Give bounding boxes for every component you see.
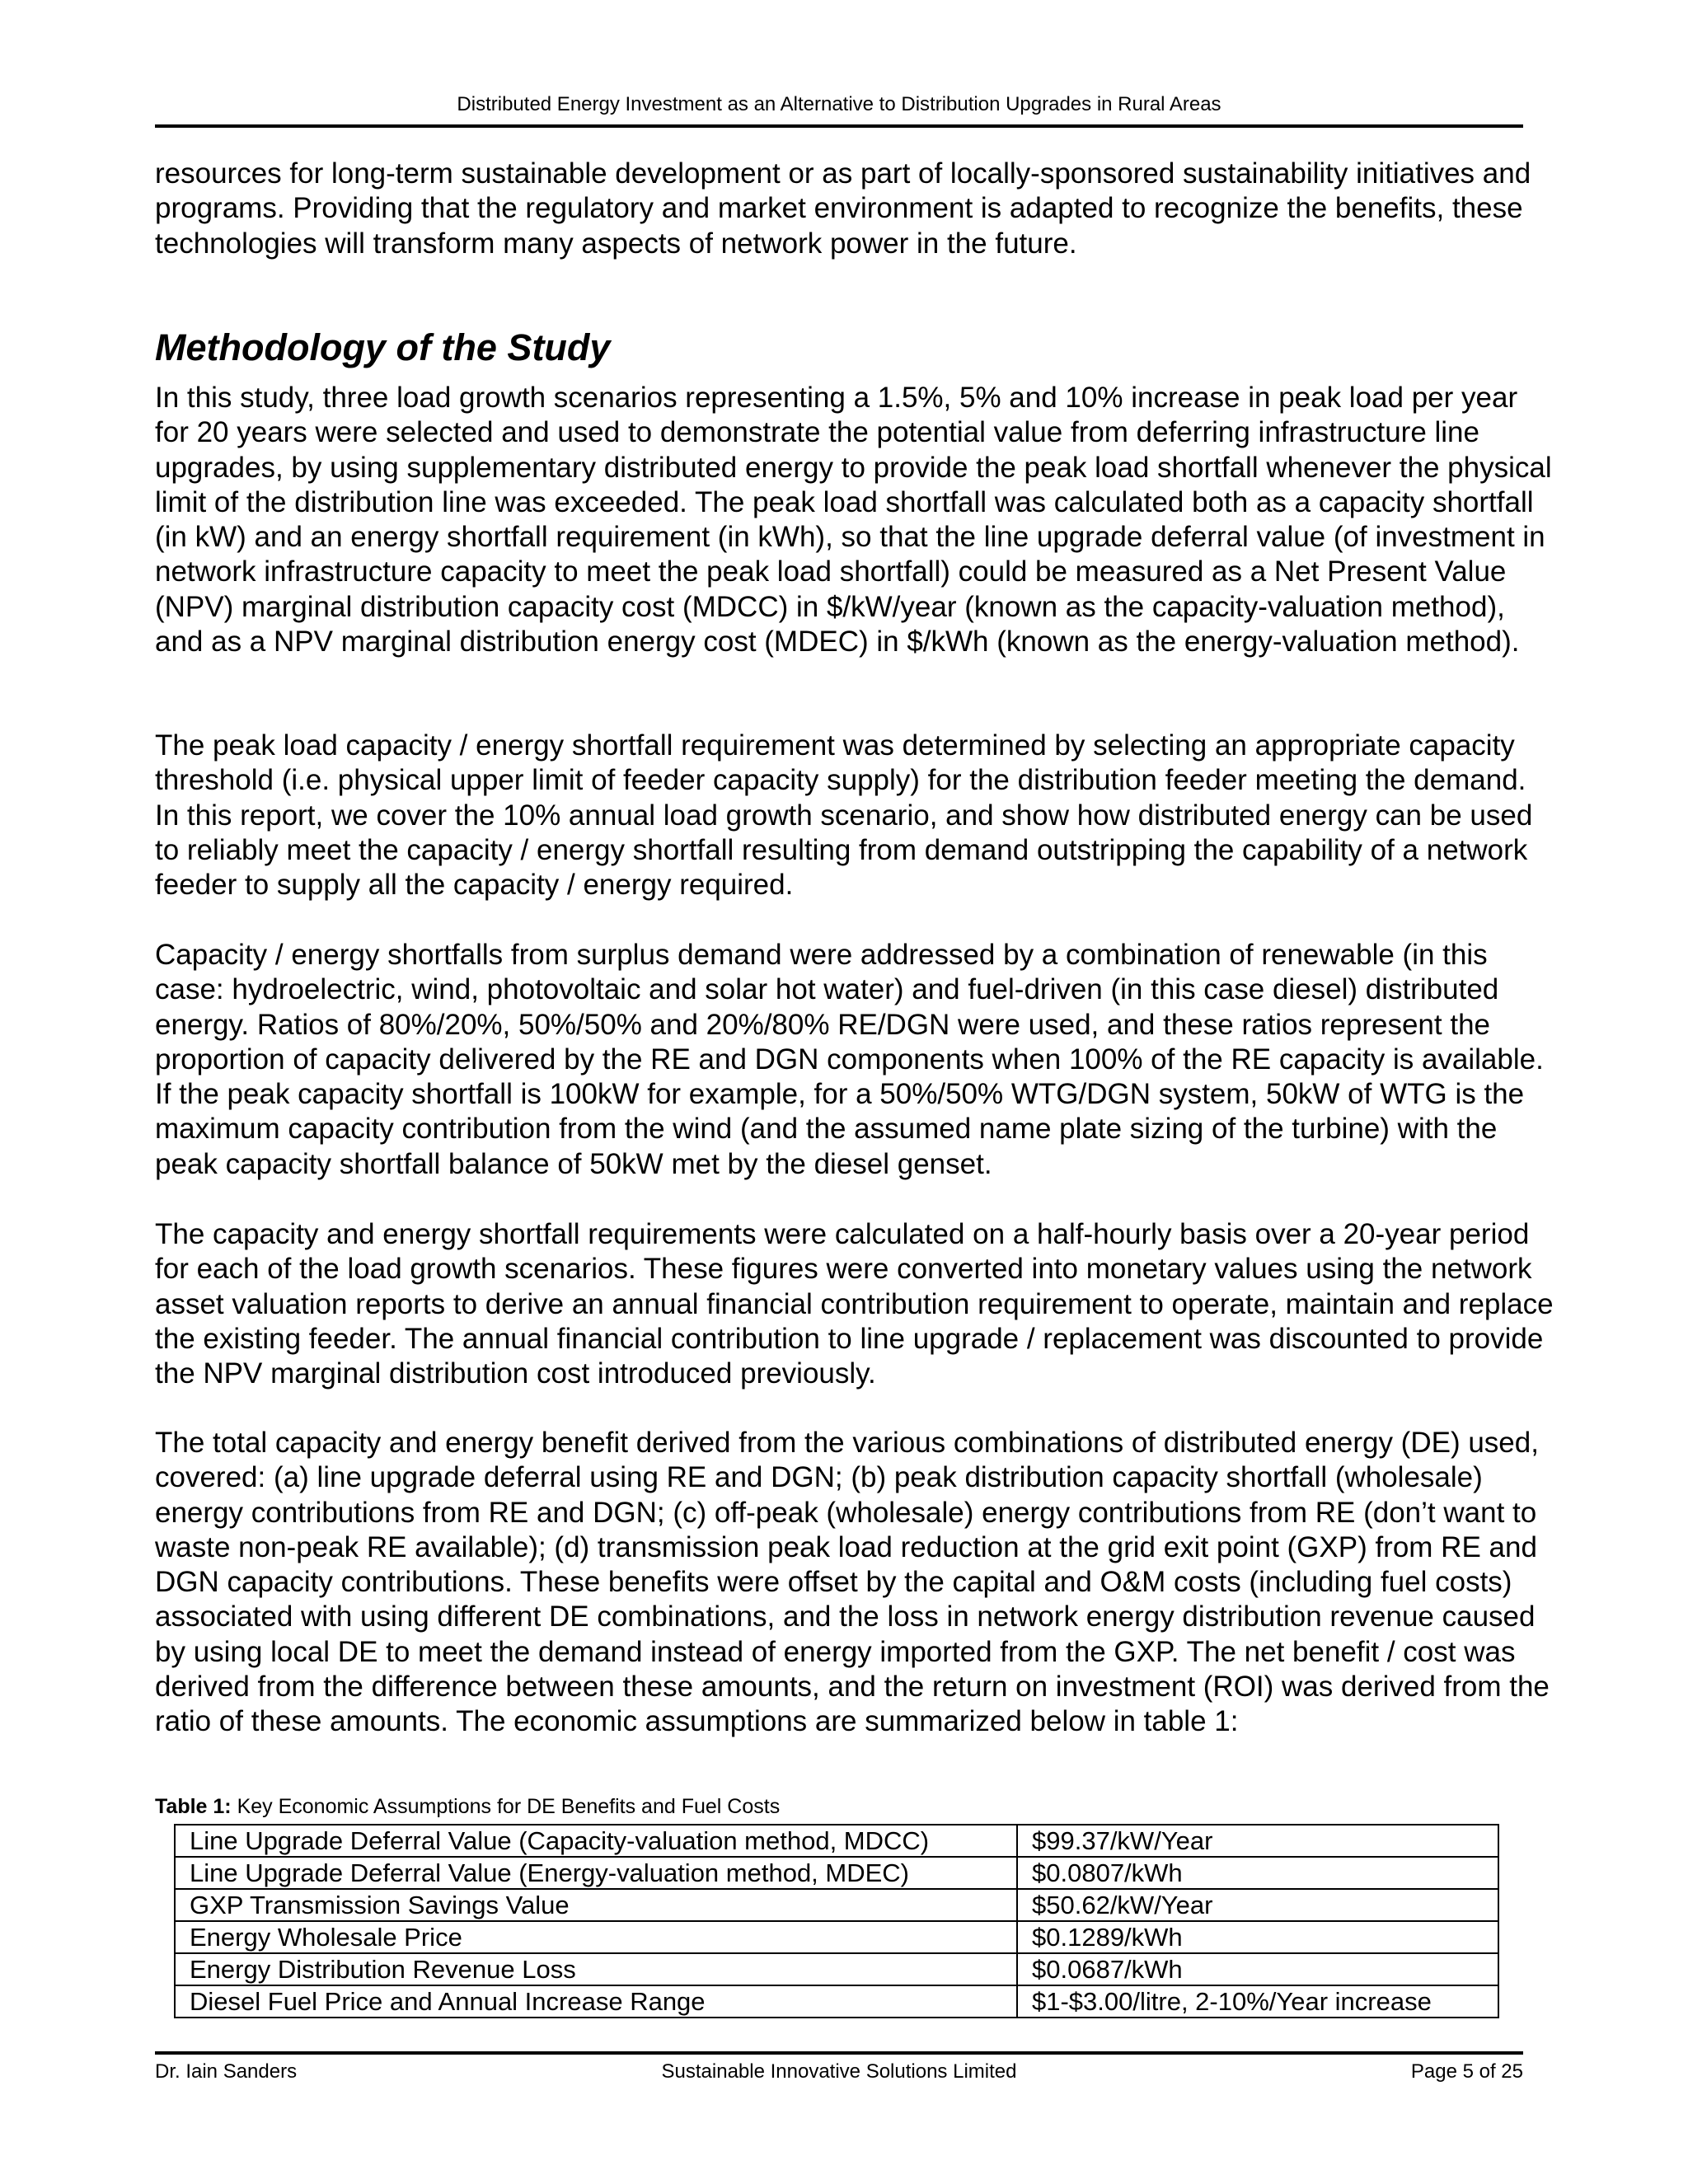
table-cell-value: $99.37/kW/Year	[1017, 1825, 1498, 1857]
footer-divider	[155, 2051, 1523, 2055]
table-cell-value: $0.1289/kWh	[1017, 1921, 1498, 1953]
table-cell-value: $0.0807/kWh	[1017, 1857, 1498, 1889]
economic-assumptions-table	[174, 1824, 1499, 2018]
section-heading: Methodology of the Study	[155, 326, 611, 368]
table-cell-label: GXP Transmission Savings Value	[175, 1889, 1017, 1921]
table-caption-label: Table 1:	[155, 1795, 232, 1818]
paragraph-intro: resources for long-term sustainable development or as part of locally-sponsored sustainability initiatives and programs. Providing that the regulatory and market environment is adapted to recognize the benefits, these technologies will transform many aspects of network power in the future.	[155, 157, 1531, 260]
table-row	[175, 1921, 1498, 1953]
paragraph-methodology-2: The peak load capacity / energy shortfall requirement was determined by selecting an appropriate capacity threshold (i.e. physical upper limit of feeder capacity supply) for the distribution feeder meeting the demand. In this report, we cover the 10% annual load growth scenario, and show how distributed energy can be used to reliably meet the capacity / energy shortfall resulting from demand outstripping the capability of a network feeder to supply all the capacity / energy required.	[155, 729, 1533, 902]
table-cell-value: $1-$3.00/litre, 2-10%/Year increase	[1017, 1985, 1498, 2018]
header-divider	[155, 124, 1523, 128]
table-caption-text: Key Economic Assumptions for DE Benefits and Fuel Costs	[231, 1795, 781, 1818]
table-row	[175, 1985, 1498, 2018]
paragraph-methodology-3: Capacity / energy shortfalls from surplus demand were addressed by a combination of renewable (in this case: hydroelectric, wind, photovoltaic and solar hot water) and fuel-driven (in this case diesel) distributed energy. Ratios of 80%/20%, 50%/50% and 20%/80% RE/DGN were used, and these ratios represent the proportion of capacity delivered by the RE and DGN components when 100% of the RE capacity is available. If the peak capacity shortfall is 100kW for example, for a 50%/50% WTG/DGN system, 50kW of WTG is the maximum capacity contribution from the wind (and the assumed name plate sizing of the turbine) with the peak capacity shortfall balance of 50kW met by the diesel genset.	[155, 939, 1544, 1180]
table-cell-label: Energy Wholesale Price	[175, 1921, 1017, 1953]
table-cell-label: Diesel Fuel Price and Annual Increase Range	[175, 1985, 1017, 2018]
table-cell-label: Energy Distribution Revenue Loss	[175, 1953, 1017, 1985]
paragraph-methodology-1: In this study, three load growth scenarios representing a 1.5%, 5% and 10% increase in peak load per year for 20 years were selected and used to demonstrate the potential value from deferring infrastructure line upgrades, by using supplementary distributed energy to provide the peak load shortfall whenever the physical limit of the distribution line was exceeded. The peak load shortfall was calculated both as a capacity shortfall (in kW) and an energy shortfall requirement (in kWh), so that the line upgrade deferral value (of investment in network infrastructure capacity to meet the peak load shortfall) could be measured as a Net Present Value (NPV) marginal distribution capacity cost (MDCC) in $/kW/year (known as the capacity-valuation method), and as a NPV marginal distribution energy cost (MDEC) in $/kWh (known as the energy-valuation method).	[155, 382, 1552, 658]
footer-page-number: Page 5 of 25	[1410, 2060, 1523, 2083]
table-caption	[155, 1793, 780, 1820]
table-cell-value: $50.62/kW/Year	[1017, 1889, 1498, 1921]
table-row	[175, 1889, 1498, 1921]
table-row	[175, 1953, 1498, 1985]
table-cell-label: Line Upgrade Deferral Value (Capacity-valuation method, MDCC)	[175, 1825, 1017, 1857]
footer-author: Dr. Iain Sanders	[155, 2060, 298, 2083]
paragraph-methodology-5: The total capacity and energy benefit derived from the various combinations of distributed energy (DE) used, covered: (a) line upgrade deferral using RE and DGN; (b) peak distribution capacity shortfall (wholesale) energy contributions from RE and DGN; (c) off-peak (wholesale) energy contributions from RE (don’t want to waste non-peak RE available); (d) transmission peak load reduction at the grid exit point (GXP) from RE and DGN capacity contributions. These benefits were offset by the capital and O&M costs (including fuel costs) associated with using different DE combinations, and the loss in network energy distribution revenue caused by using local DE to meet the demand instead of energy imported from the GXP. The net benefit / cost was derived from the difference between these amounts, and the return on investment (ROI) was derived from the ratio of these amounts. The economic assumptions are summarized below in table 1:	[155, 1427, 1550, 1738]
running-header: Distributed Energy Investment as an Alternative to Distribution Upgrades in Rural Areas	[457, 93, 1221, 115]
paragraph-methodology-4: The capacity and energy shortfall requirements were calculated on a half-hourly basis over a 20-year period for each of the load growth scenarios. These figures were converted into monetary values using the network asset valuation reports to derive an annual financial contribution requirement to operate, maintain and replace the existing feeder. The annual financial contribution to line upgrade / replacement was discounted to provide the NPV marginal distribution cost introduced previously.	[155, 1218, 1554, 1390]
table-row	[175, 1825, 1498, 1857]
footer-company: Sustainable Innovative Solutions Limited	[661, 2060, 1017, 2083]
table-cell-value: $0.0687/kWh	[1017, 1953, 1498, 1985]
table-row	[175, 1857, 1498, 1889]
table-cell-label: Line Upgrade Deferral Value (Energy-valuation method, MDEC)	[175, 1857, 1017, 1889]
